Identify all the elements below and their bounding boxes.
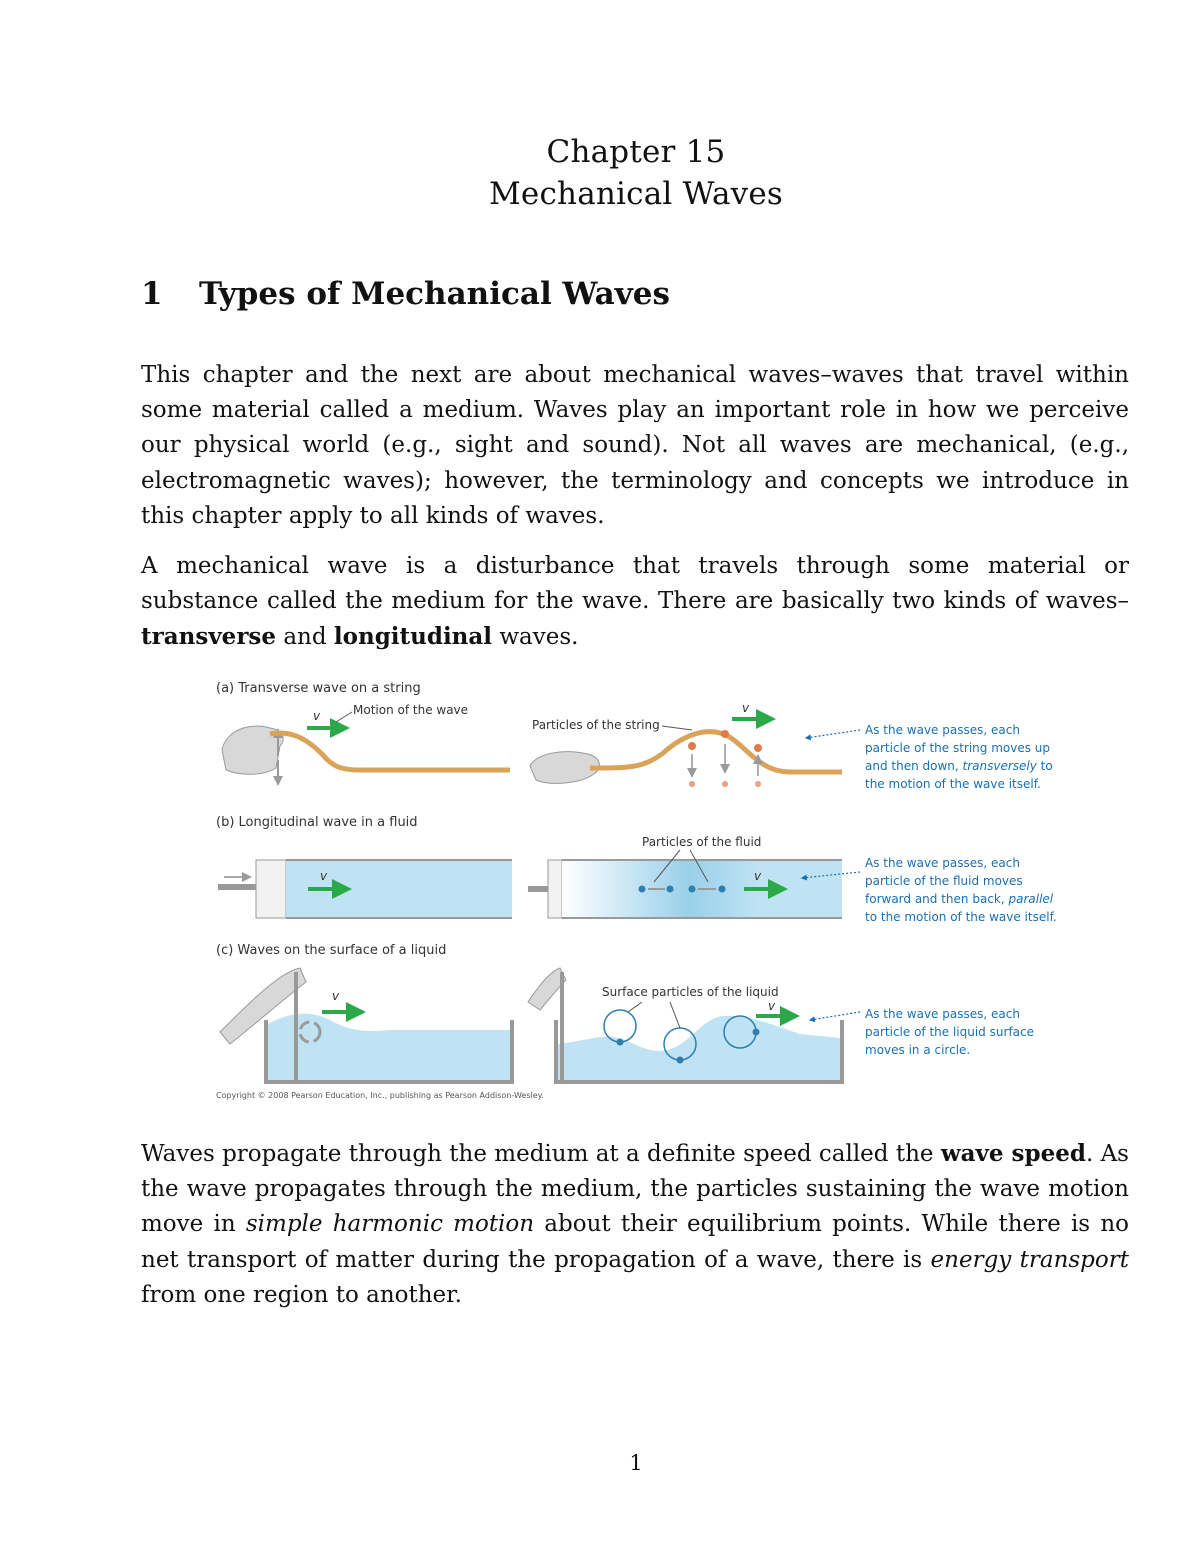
paragraph-3-text-3: about their equilibrium points. While there is no net transport of matter during the propagation of a wave, there is [141,1211,1129,1273]
hand-icon-2 [530,752,599,784]
term-wave-speed: wave speed [940,1140,1086,1167]
paragraph-3-text-2: . As the wave propagates through the medium, the particles sustaining the wave motion move in [141,1141,1129,1238]
panel-c-particles-label: Surface particles of the liquid [602,985,779,999]
panel-a-note-line-1: As the wave passes, each [865,723,1020,737]
panel-b-note-line-4: to the motion of the wave itself. [865,910,1057,924]
panel-a-note-line-2: particle of the string moves up [865,741,1051,755]
paragraph-3 [141,1136,1129,1313]
panel-a-note-line-4: the motion of the wave itself. [865,777,1041,791]
paragraph-2-text-3: waves. [492,624,579,651]
panel-a-note-line-3: and then down, [865,759,963,773]
panel-b-piston [256,860,286,918]
string-particle [721,730,729,738]
panel-a-note-pointer [806,730,860,738]
panel-c-label: (c) Waves on the surface of a liquid [216,943,447,958]
panel-b-note-line-2: particle of the fluid moves [865,874,1023,888]
term-energy-transport: energy transport [930,1246,1129,1273]
panel-c-liquid-right [558,1016,840,1080]
paragraph-3-text-1: Waves propagate through the medium at a definite speed called the [141,1141,941,1167]
panel-b-velocity-label: v [320,869,328,883]
panel-a-note [865,723,1057,791]
string-particle [754,744,762,752]
figure-copyright: Copyright © 2008 Pearson Education, Inc., publishing as Pearson Addison-Wesley. [216,1091,544,1100]
panel-b-piston-2 [548,860,562,918]
surface-particle-orbit [604,1010,636,1042]
section-title: Types of Mechanical Waves [199,276,670,312]
fluid-particle [667,886,674,893]
panel-a-note-emphasis: transversely [962,759,1037,773]
panel-a-string-left [270,733,510,770]
panel-a [216,681,1057,791]
string-particle [688,742,696,750]
panel-b-label: (b) Longitudinal wave in a fluid [216,815,418,830]
panel-c-velocity-label-2: v [768,999,776,1013]
string-particle-ghost [722,781,728,787]
panel-b-velocity-label-2: v [754,869,762,883]
panel-a-velocity-label: v [313,709,321,723]
paragraph-2-text-1: A mechanical wave is a disturbance that travels through some material or substance called the medium for the wave. There are basically two kinds of waves– [141,553,1129,615]
panel-a-motion-label: Motion of the wave [353,703,469,717]
panel-b-note-emphasis: parallel [1008,892,1054,906]
panel-b-note-line-3: forward and then back, [865,892,1009,906]
panel-a-particles-label: Particles of the string [532,718,660,732]
chapter-title: Mechanical Waves [488,176,783,212]
section-number: 1 [141,276,163,312]
fluid-particle [719,886,726,893]
panel-c-particles-leader [628,1002,642,1012]
panel-b-note [865,856,1057,924]
panel-b-note-line-1: As the wave passes, each [865,856,1020,870]
wave-types-figure [210,672,1070,1104]
panel-a-motion-leader [336,712,352,722]
string-particle-ghost [755,781,761,787]
paragraph-2-text-2: and [276,624,334,651]
panel-a-label: (a) Transverse wave on a string [216,681,421,696]
surface-particle [677,1057,684,1064]
string-particle-ghost [689,781,695,787]
surface-particle [753,1029,760,1036]
panel-c-note [865,1007,1038,1057]
panel-c-velocity-label: v [332,989,340,1003]
paragraph-3-text-4: from one region to another. [141,1281,462,1308]
paragraph-2 [141,549,1129,656]
fluid-particle [639,886,646,893]
panel-a-string-right [590,732,842,772]
page-number: 1 [629,1451,643,1475]
panel-c-particles-leader-2 [670,1002,680,1028]
term-simple-harmonic-motion: simple harmonic motion [245,1211,535,1238]
panel-c-note-line-2: particle of the liquid surface [865,1025,1034,1039]
panel-c-note-line-1: As the wave passes, each [865,1007,1020,1021]
panel-c-note-pointer [810,1012,860,1020]
panel-a-note-line-3-end: to [1036,759,1053,773]
term-transverse: transverse [141,623,277,651]
panel-a-particles-leader [662,726,692,730]
panel-b [216,815,1057,924]
panel-c-note-line-3: moves in a circle. [865,1043,971,1057]
panel-a-velocity-label-2: v [742,701,750,715]
panel-c [216,943,1038,1082]
chapter-number: Chapter 15 [546,134,726,170]
panel-b-particles-label: Particles of the fluid [642,835,762,849]
section-heading [141,276,670,312]
term-longitudinal: longitudinal [333,623,493,651]
fluid-particle [689,886,696,893]
surface-particle [617,1039,624,1046]
paragraph-1: This chapter and the next are about mechanical waves–waves that travel within some material called a medium. Waves play an important role in how we perceive our physical world (e.g., sight and sound). Not all waves are mechanical, (e.g., electromagnetic waves); however, the terminology and concepts we introduce in this chapter apply to all kinds of waves. [141,362,1129,529]
